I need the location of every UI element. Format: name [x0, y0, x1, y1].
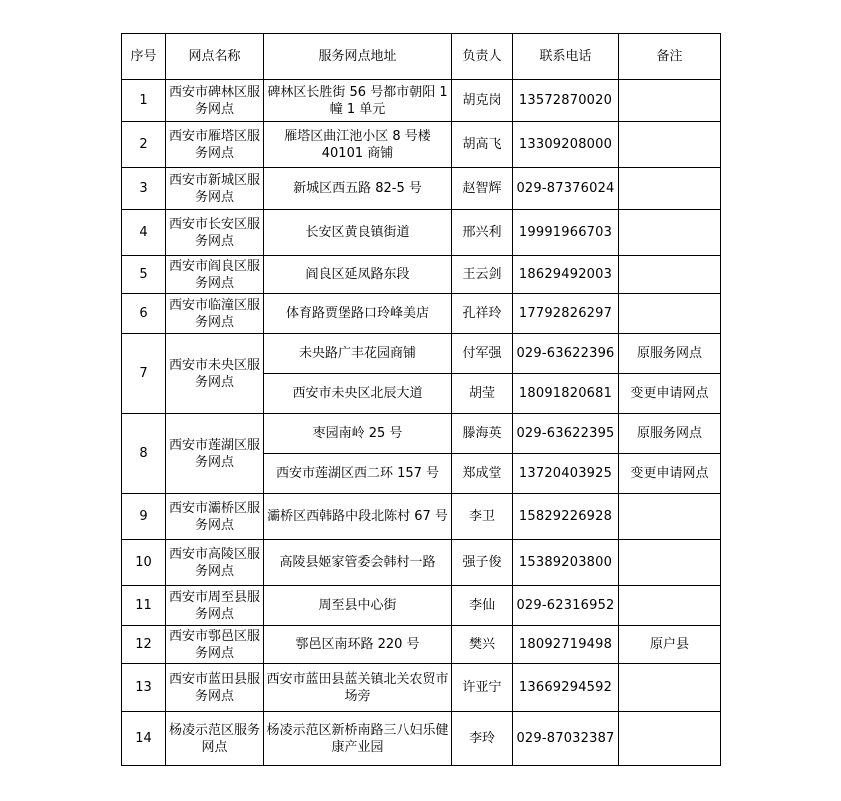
header-note: 备注 — [619, 34, 721, 80]
row-person: 李仙 — [452, 586, 513, 626]
row-address: 雁塔区曲江池小区 8 号楼 40101 商铺 — [264, 122, 452, 168]
row-index: 13 — [122, 664, 166, 712]
header-address: 服务网点地址 — [264, 34, 452, 80]
table-row — [122, 256, 721, 294]
row-address: 阎良区延凤路东段 — [264, 256, 452, 294]
row-person: 樊兴 — [452, 626, 513, 664]
row-index: 3 — [122, 168, 166, 210]
row-name: 西安市蓝田县服务网点 — [166, 664, 264, 712]
row-phone: 029-87032387 — [513, 712, 619, 766]
row-note: 原户县 — [619, 626, 721, 664]
row-phone: 029-63622396 — [513, 334, 619, 374]
table-row — [122, 664, 721, 712]
row-index: 7 — [122, 334, 166, 414]
header-person: 负责人 — [452, 34, 513, 80]
row-note — [619, 494, 721, 540]
row-index: 14 — [122, 712, 166, 766]
row-person: 邢兴利 — [452, 210, 513, 256]
row-note — [619, 294, 721, 334]
row-person: 强子俊 — [452, 540, 513, 586]
row-note — [619, 664, 721, 712]
row-index: 4 — [122, 210, 166, 256]
row-name: 西安市临潼区服务网点 — [166, 294, 264, 334]
row-address: 长安区黄良镇街道 — [264, 210, 452, 256]
header-name: 网点名称 — [166, 34, 264, 80]
row-name: 西安市灞桥区服务网点 — [166, 494, 264, 540]
header-index: 序号 — [122, 34, 166, 80]
row-note — [619, 256, 721, 294]
row-phone: 029-62316952 — [513, 586, 619, 626]
table-row — [122, 168, 721, 210]
row-name: 西安市阎良区服务网点 — [166, 256, 264, 294]
row-phone: 13309208000 — [513, 122, 619, 168]
row-index: 1 — [122, 80, 166, 122]
row-note — [619, 168, 721, 210]
row-address: 周至县中心街 — [264, 586, 452, 626]
row-address: 灞桥区西韩路中段北陈村 67 号 — [264, 494, 452, 540]
row-note — [619, 586, 721, 626]
service-outlet-table — [121, 33, 721, 766]
row-note: 原服务网点 — [619, 334, 721, 374]
row-phone: 15389203800 — [513, 540, 619, 586]
row-person: 胡莹 — [452, 374, 513, 414]
table-row — [122, 294, 721, 334]
table-row — [122, 334, 721, 374]
row-name: 西安市未央区服务网点 — [166, 334, 264, 414]
row-note — [619, 122, 721, 168]
row-person: 李玲 — [452, 712, 513, 766]
row-person: 王云剑 — [452, 256, 513, 294]
row-index: 10 — [122, 540, 166, 586]
row-name: 西安市高陵区服务网点 — [166, 540, 264, 586]
row-index: 8 — [122, 414, 166, 494]
table-row — [122, 712, 721, 766]
table-row — [122, 626, 721, 664]
row-address: 未央路广丰花园商铺 — [264, 334, 452, 374]
row-index: 2 — [122, 122, 166, 168]
row-note: 变更申请网点 — [619, 374, 721, 414]
table-row — [122, 494, 721, 540]
row-note — [619, 210, 721, 256]
row-index: 5 — [122, 256, 166, 294]
row-phone: 17792826297 — [513, 294, 619, 334]
row-phone: 18092719498 — [513, 626, 619, 664]
row-index: 12 — [122, 626, 166, 664]
row-address: 西安市未央区北辰大道 — [264, 374, 452, 414]
row-name: 西安市莲湖区服务网点 — [166, 414, 264, 494]
row-note: 变更申请网点 — [619, 454, 721, 494]
row-person: 郑成堂 — [452, 454, 513, 494]
row-person: 胡克岗 — [452, 80, 513, 122]
row-address: 体育路贾堡路口玲峰美店 — [264, 294, 452, 334]
row-phone: 029-63622395 — [513, 414, 619, 454]
row-index: 9 — [122, 494, 166, 540]
table-row — [122, 414, 721, 454]
row-index: 6 — [122, 294, 166, 334]
row-note — [619, 80, 721, 122]
row-index: 11 — [122, 586, 166, 626]
row-person: 赵智辉 — [452, 168, 513, 210]
table-row — [122, 540, 721, 586]
table-row — [122, 210, 721, 256]
row-person: 李卫 — [452, 494, 513, 540]
row-address: 西安市蓝田县蓝关镇北关农贸市场旁 — [264, 664, 452, 712]
row-address: 碑林区长胜街 56 号都市朝阳 1 幢 1 单元 — [264, 80, 452, 122]
row-person: 胡高飞 — [452, 122, 513, 168]
row-name: 西安市周至县服务网点 — [166, 586, 264, 626]
row-phone: 13720403925 — [513, 454, 619, 494]
row-phone: 18091820681 — [513, 374, 619, 414]
row-name: 西安市鄠邑区服务网点 — [166, 626, 264, 664]
row-note: 原服务网点 — [619, 414, 721, 454]
row-person: 滕海英 — [452, 414, 513, 454]
row-address: 鄠邑区南环路 220 号 — [264, 626, 452, 664]
table-row — [122, 122, 721, 168]
row-address: 枣园南岭 25 号 — [264, 414, 452, 454]
row-note — [619, 712, 721, 766]
row-name: 西安市碑林区服务网点 — [166, 80, 264, 122]
row-phone: 13572870020 — [513, 80, 619, 122]
table-row — [122, 80, 721, 122]
row-name: 西安市长安区服务网点 — [166, 210, 264, 256]
row-address: 西安市莲湖区西二环 157 号 — [264, 454, 452, 494]
row-phone: 19991966703 — [513, 210, 619, 256]
row-name: 西安市雁塔区服务网点 — [166, 122, 264, 168]
row-phone: 029-87376024 — [513, 168, 619, 210]
row-note — [619, 540, 721, 586]
header-row — [122, 34, 721, 80]
row-name: 西安市新城区服务网点 — [166, 168, 264, 210]
row-address: 新城区西五路 82-5 号 — [264, 168, 452, 210]
row-person: 许亚宁 — [452, 664, 513, 712]
row-address: 高陵县姬家管委会韩村一路 — [264, 540, 452, 586]
row-phone: 13669294592 — [513, 664, 619, 712]
row-person: 孔祥玲 — [452, 294, 513, 334]
row-person: 付军强 — [452, 334, 513, 374]
table-row — [122, 586, 721, 626]
row-address: 杨凌示范区新桥南路三八妇乐健康产业园 — [264, 712, 452, 766]
row-phone: 15829226928 — [513, 494, 619, 540]
header-phone: 联系电话 — [513, 34, 619, 80]
row-name: 杨凌示范区服务网点 — [166, 712, 264, 766]
row-phone: 18629492003 — [513, 256, 619, 294]
